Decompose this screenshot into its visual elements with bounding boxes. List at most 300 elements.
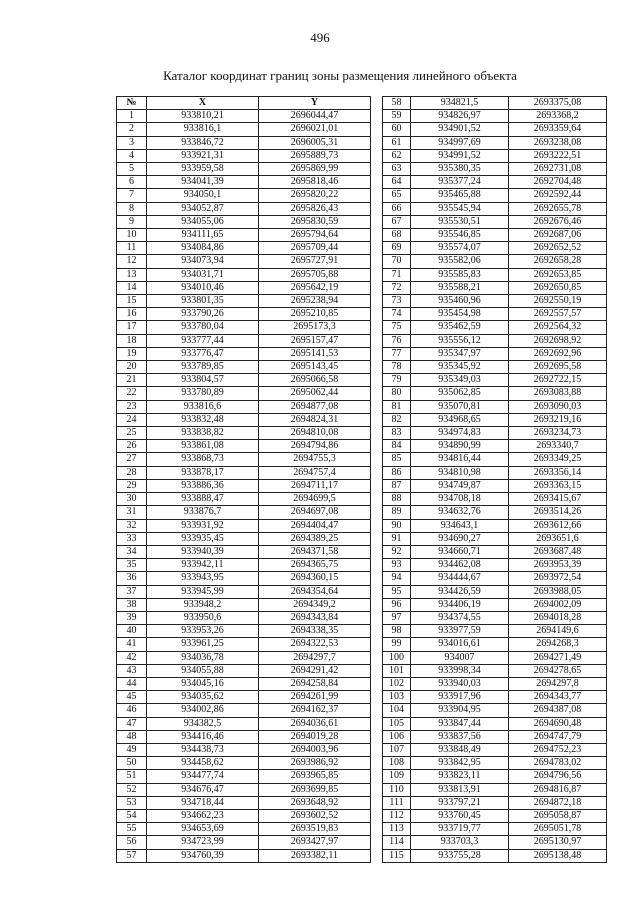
cell-number: 39 — [117, 611, 147, 624]
table-row — [383, 149, 607, 162]
cell-y: 2694877,08 — [259, 400, 371, 413]
cell-number: 44 — [117, 677, 147, 690]
cell-number: 18 — [117, 334, 147, 347]
cell-x: 935530,51 — [411, 215, 509, 228]
cell-number: 16 — [117, 308, 147, 321]
cell-x: 935574,07 — [411, 242, 509, 255]
table-row — [117, 361, 371, 374]
table-row — [383, 413, 607, 426]
cell-x: 934458,62 — [147, 757, 259, 770]
table-row — [383, 387, 607, 400]
table-row — [117, 479, 371, 492]
cell-number: 100 — [383, 651, 411, 664]
cell-y: 2692550,19 — [509, 295, 607, 308]
cell-y: 2696005,31 — [259, 136, 371, 149]
table-row — [383, 823, 607, 836]
cell-number: 73 — [383, 295, 411, 308]
cell-y: 2692676,46 — [509, 215, 607, 228]
table-row — [117, 585, 371, 598]
cell-y: 2694149,6 — [509, 625, 607, 638]
table-row — [383, 691, 607, 704]
table-row — [383, 532, 607, 545]
cell-x: 933816,1 — [147, 123, 259, 136]
cell-x: 933861,08 — [147, 440, 259, 453]
table-row — [117, 664, 371, 677]
cell-y: 2694268,3 — [509, 638, 607, 651]
table-row — [117, 176, 371, 189]
cell-number: 22 — [117, 387, 147, 400]
cell-y: 2694343,84 — [259, 611, 371, 624]
cell-number: 28 — [117, 466, 147, 479]
table-row — [383, 479, 607, 492]
cell-number: 82 — [383, 413, 411, 426]
table-row — [383, 466, 607, 479]
cell-number: 74 — [383, 308, 411, 321]
cell-y: 2693234,73 — [509, 427, 607, 440]
cell-y: 2693083,88 — [509, 387, 607, 400]
cell-y: 2694261,99 — [259, 691, 371, 704]
table-row — [117, 308, 371, 321]
cell-number: 112 — [383, 809, 411, 822]
cell-number: 46 — [117, 704, 147, 717]
cell-number: 90 — [383, 519, 411, 532]
cell-number: 53 — [117, 796, 147, 809]
cell-x: 935588,21 — [411, 281, 509, 294]
cell-number: 1 — [117, 110, 147, 123]
table-row — [383, 664, 607, 677]
cell-y: 2694711,17 — [259, 479, 371, 492]
cell-x: 933760,45 — [411, 809, 509, 822]
cell-y: 2694783,02 — [509, 757, 607, 770]
cell-number: 67 — [383, 215, 411, 228]
cell-x: 934073,94 — [147, 255, 259, 268]
table-row — [383, 202, 607, 215]
cell-x: 934035,62 — [147, 691, 259, 704]
cell-number: 30 — [117, 493, 147, 506]
cell-x: 934036,78 — [147, 651, 259, 664]
cell-x: 933719,77 — [411, 823, 509, 836]
cell-number: 104 — [383, 704, 411, 717]
cell-y: 2693415,67 — [509, 493, 607, 506]
table-row — [117, 136, 371, 149]
cell-y: 2693514,26 — [509, 506, 607, 519]
cell-y: 2694258,84 — [259, 677, 371, 690]
cell-y: 2694389,25 — [259, 532, 371, 545]
cell-number: 25 — [117, 427, 147, 440]
cell-y: 2693648,92 — [259, 796, 371, 809]
cell-number: 49 — [117, 743, 147, 756]
cell-y: 2695173,3 — [259, 321, 371, 334]
cell-number: 102 — [383, 677, 411, 690]
cell-number: 66 — [383, 202, 411, 215]
cell-x: 933755,28 — [411, 849, 509, 862]
cell-x: 933848,49 — [411, 743, 509, 756]
cell-y: 2692557,57 — [509, 308, 607, 321]
cell-number: 60 — [383, 123, 411, 136]
column-header-y: Y — [259, 97, 371, 110]
cell-number: 84 — [383, 440, 411, 453]
cell-x: 933847,44 — [411, 717, 509, 730]
cell-number: 15 — [117, 295, 147, 308]
table-row — [383, 836, 607, 849]
table-row — [117, 202, 371, 215]
cell-y: 2693972,54 — [509, 572, 607, 585]
cell-y: 2694297,8 — [509, 677, 607, 690]
table-row — [117, 440, 371, 453]
cell-number: 114 — [383, 836, 411, 849]
cell-y: 2692655,78 — [509, 202, 607, 215]
table-row — [383, 598, 607, 611]
cell-x: 934816,44 — [411, 453, 509, 466]
table-row — [383, 97, 607, 110]
cell-y: 2695051,78 — [509, 823, 607, 836]
cell-x: 935545,94 — [411, 202, 509, 215]
cell-y: 2694404,47 — [259, 519, 371, 532]
cell-number: 103 — [383, 691, 411, 704]
cell-number: 86 — [383, 466, 411, 479]
cell-x: 934826,97 — [411, 110, 509, 123]
cell-x: 934031,71 — [147, 268, 259, 281]
cell-number: 29 — [117, 479, 147, 492]
cell-y: 2695818,46 — [259, 176, 371, 189]
cell-number: 33 — [117, 532, 147, 545]
cell-y: 2692658,28 — [509, 255, 607, 268]
table-row — [117, 493, 371, 506]
table-row — [383, 757, 607, 770]
cell-number: 77 — [383, 347, 411, 360]
cell-number: 72 — [383, 281, 411, 294]
table-row — [383, 493, 607, 506]
cell-x: 934723,99 — [147, 836, 259, 849]
cell-y: 2694018,28 — [509, 611, 607, 624]
cell-x: 933842,95 — [411, 757, 509, 770]
cell-x: 933813,91 — [411, 783, 509, 796]
table-row — [117, 347, 371, 360]
cell-x: 933950,6 — [147, 611, 259, 624]
cell-x: 933886,36 — [147, 479, 259, 492]
cell-number: 96 — [383, 598, 411, 611]
table-row — [117, 268, 371, 281]
table-row — [117, 321, 371, 334]
cell-x: 933790,26 — [147, 308, 259, 321]
cell-x: 935345,92 — [411, 361, 509, 374]
cell-x: 934477,74 — [147, 770, 259, 783]
cell-y: 2695869,99 — [259, 163, 371, 176]
cell-y: 2694816,87 — [509, 783, 607, 796]
cell-number: 10 — [117, 229, 147, 242]
table-row — [383, 255, 607, 268]
cell-y: 2692650,85 — [509, 281, 607, 294]
cell-x: 934084,86 — [147, 242, 259, 255]
cell-x: 934821,5 — [411, 97, 509, 110]
cell-y: 2694752,23 — [509, 743, 607, 756]
cell-number: 63 — [383, 163, 411, 176]
cell-x: 934643,1 — [411, 519, 509, 532]
table-row — [383, 809, 607, 822]
cell-number: 24 — [117, 413, 147, 426]
cell-x: 934662,23 — [147, 809, 259, 822]
cell-x: 934690,27 — [411, 532, 509, 545]
cell-x: 934111,65 — [147, 229, 259, 242]
cell-number: 106 — [383, 730, 411, 743]
cell-number: 58 — [383, 97, 411, 110]
table-row — [383, 215, 607, 228]
cell-y: 2696044,47 — [259, 110, 371, 123]
table-row — [383, 559, 607, 572]
cell-y: 2693651,6 — [509, 532, 607, 545]
table-row — [383, 347, 607, 360]
table-row — [117, 704, 371, 717]
table-row — [383, 163, 607, 176]
cell-y: 2693986,92 — [259, 757, 371, 770]
cell-y: 2695889,73 — [259, 149, 371, 162]
cell-y: 2693356,14 — [509, 466, 607, 479]
table-row — [383, 374, 607, 387]
cell-y: 2694747,79 — [509, 730, 607, 743]
cell-number: 98 — [383, 625, 411, 638]
cell-y: 2693612,66 — [509, 519, 607, 532]
table-row — [383, 123, 607, 136]
cell-number: 37 — [117, 585, 147, 598]
cell-x: 933943,95 — [147, 572, 259, 585]
cell-y: 2693359,64 — [509, 123, 607, 136]
cell-x: 934901,52 — [411, 123, 509, 136]
cell-x: 933942,11 — [147, 559, 259, 572]
cell-y: 2693090,03 — [509, 400, 607, 413]
cell-number: 40 — [117, 625, 147, 638]
cell-y: 2694360,15 — [259, 572, 371, 585]
cell-x: 933876,7 — [147, 506, 259, 519]
cell-x: 933838,82 — [147, 427, 259, 440]
cell-y: 2695820,22 — [259, 189, 371, 202]
cell-number: 41 — [117, 638, 147, 651]
cell-y: 2695826,43 — [259, 202, 371, 215]
cell-number: 91 — [383, 532, 411, 545]
table-row — [117, 611, 371, 624]
cell-number: 71 — [383, 268, 411, 281]
table-row — [383, 730, 607, 743]
cell-x: 933832,48 — [147, 413, 259, 426]
cell-number: 68 — [383, 229, 411, 242]
cell-number: 97 — [383, 611, 411, 624]
cell-y: 2694757,4 — [259, 466, 371, 479]
cell-number: 3 — [117, 136, 147, 149]
cell-y: 2693375,08 — [509, 97, 607, 110]
cell-number: 36 — [117, 572, 147, 585]
cell-x: 933776,47 — [147, 347, 259, 360]
cell-x: 934653,69 — [147, 823, 259, 836]
table-row — [117, 572, 371, 585]
cell-x: 934055,06 — [147, 215, 259, 228]
cell-number: 20 — [117, 361, 147, 374]
cell-number: 87 — [383, 479, 411, 492]
cell-number: 113 — [383, 823, 411, 836]
cell-number: 70 — [383, 255, 411, 268]
cell-y: 2695709,44 — [259, 242, 371, 255]
cell-y: 2694387,08 — [509, 704, 607, 717]
cell-x: 933961,25 — [147, 638, 259, 651]
cell-number: 115 — [383, 849, 411, 862]
cell-x: 933823,11 — [411, 770, 509, 783]
cell-number: 13 — [117, 268, 147, 281]
cell-number: 80 — [383, 387, 411, 400]
cell-x: 934007 — [411, 651, 509, 664]
cell-number: 110 — [383, 783, 411, 796]
cell-y: 2695210,85 — [259, 308, 371, 321]
cell-x: 934718,44 — [147, 796, 259, 809]
cell-number: 9 — [117, 215, 147, 228]
table-row — [383, 189, 607, 202]
cell-y: 2694019,28 — [259, 730, 371, 743]
cell-x: 933935,45 — [147, 532, 259, 545]
cell-number: 85 — [383, 453, 411, 466]
cell-number: 109 — [383, 770, 411, 783]
cell-x: 934676,47 — [147, 783, 259, 796]
cell-x: 934382,5 — [147, 717, 259, 730]
table-row — [117, 677, 371, 690]
table-row — [383, 849, 607, 862]
cell-number: 92 — [383, 545, 411, 558]
cell-y: 2694354,64 — [259, 585, 371, 598]
cell-y: 2694003,96 — [259, 743, 371, 756]
cell-number: 64 — [383, 176, 411, 189]
cell-y: 2694036,61 — [259, 717, 371, 730]
cell-x: 933789,85 — [147, 361, 259, 374]
table-row — [117, 427, 371, 440]
cell-y: 2694824,31 — [259, 413, 371, 426]
cell-number: 11 — [117, 242, 147, 255]
table-row — [117, 743, 371, 756]
table-row — [117, 717, 371, 730]
cell-y: 2695642,19 — [259, 281, 371, 294]
cell-number: 99 — [383, 638, 411, 651]
column-header-number: № — [117, 97, 147, 110]
cell-x: 934045,16 — [147, 677, 259, 690]
cell-y: 2692687,06 — [509, 229, 607, 242]
table-row — [383, 176, 607, 189]
table-row — [383, 321, 607, 334]
table-row — [117, 519, 371, 532]
cell-number: 59 — [383, 110, 411, 123]
cell-y: 2695130,97 — [509, 836, 607, 849]
cell-x: 934749,87 — [411, 479, 509, 492]
cell-y: 2695238,94 — [259, 295, 371, 308]
cell-number: 101 — [383, 664, 411, 677]
table-row — [117, 189, 371, 202]
cell-x: 933904,95 — [411, 704, 509, 717]
cell-x: 934632,76 — [411, 506, 509, 519]
table-row — [383, 545, 607, 558]
table-row — [117, 796, 371, 809]
cell-number: 35 — [117, 559, 147, 572]
table-row — [117, 453, 371, 466]
cell-y: 2694343,77 — [509, 691, 607, 704]
cell-x: 933948,2 — [147, 598, 259, 611]
cell-x: 934760,39 — [147, 849, 259, 862]
table-row — [117, 836, 371, 849]
cell-x: 933878,17 — [147, 466, 259, 479]
cell-x: 933917,96 — [411, 691, 509, 704]
cell-x: 935062,85 — [411, 387, 509, 400]
cell-x: 935556,12 — [411, 334, 509, 347]
cell-number: 52 — [117, 783, 147, 796]
cell-number: 61 — [383, 136, 411, 149]
cell-x: 933810,21 — [147, 110, 259, 123]
cell-y: 2694002,09 — [509, 598, 607, 611]
cell-y: 2694338,35 — [259, 625, 371, 638]
table-row — [117, 730, 371, 743]
cell-y: 2693687,48 — [509, 545, 607, 558]
cell-number: 83 — [383, 427, 411, 440]
cell-number: 94 — [383, 572, 411, 585]
table-row — [117, 110, 371, 123]
cell-x: 934997,69 — [411, 136, 509, 149]
cell-y: 2693953,39 — [509, 559, 607, 572]
cell-x: 934406,19 — [411, 598, 509, 611]
cell-number: 14 — [117, 281, 147, 294]
cell-number: 31 — [117, 506, 147, 519]
cell-number: 54 — [117, 809, 147, 822]
cell-x: 933801,35 — [147, 295, 259, 308]
table-row — [117, 281, 371, 294]
cell-number: 48 — [117, 730, 147, 743]
table-row — [117, 413, 371, 426]
cell-number: 75 — [383, 321, 411, 334]
table-row — [117, 229, 371, 242]
cell-number: 56 — [117, 836, 147, 849]
cell-number: 50 — [117, 757, 147, 770]
cell-x: 935070,81 — [411, 400, 509, 413]
cell-number: 38 — [117, 598, 147, 611]
cell-number: 57 — [117, 849, 147, 862]
cell-y: 2694297,7 — [259, 651, 371, 664]
cell-y: 2693368,2 — [509, 110, 607, 123]
cell-x: 933703,3 — [411, 836, 509, 849]
table-row — [383, 770, 607, 783]
table-header-row — [117, 97, 371, 110]
table-row — [383, 136, 607, 149]
table-row — [117, 374, 371, 387]
cell-y: 2694271,49 — [509, 651, 607, 664]
cell-y: 2693988,05 — [509, 585, 607, 598]
cell-number: 93 — [383, 559, 411, 572]
cell-number: 19 — [117, 347, 147, 360]
table-row — [117, 823, 371, 836]
cell-x: 933931,92 — [147, 519, 259, 532]
cell-y: 2694794,86 — [259, 440, 371, 453]
cell-y: 2694810,08 — [259, 427, 371, 440]
cell-x: 933780,89 — [147, 387, 259, 400]
table-row — [117, 809, 371, 822]
cell-x: 935465,88 — [411, 189, 509, 202]
cell-y: 2696021,01 — [259, 123, 371, 136]
cell-y: 2695138,48 — [509, 849, 607, 862]
table-row — [117, 849, 371, 862]
table-row — [117, 638, 371, 651]
cell-number: 23 — [117, 400, 147, 413]
page-title: Каталог координат границ зоны размещения линейного объекта — [163, 68, 517, 83]
cell-x: 934374,55 — [411, 611, 509, 624]
coordinates-table-right — [382, 96, 607, 863]
table-row — [383, 400, 607, 413]
cell-x: 934444,67 — [411, 572, 509, 585]
cell-x: 933945,99 — [147, 585, 259, 598]
cell-x: 933940,39 — [147, 545, 259, 558]
cell-y: 2692695,58 — [509, 361, 607, 374]
cell-number: 47 — [117, 717, 147, 730]
table-row — [117, 625, 371, 638]
table-row — [117, 757, 371, 770]
